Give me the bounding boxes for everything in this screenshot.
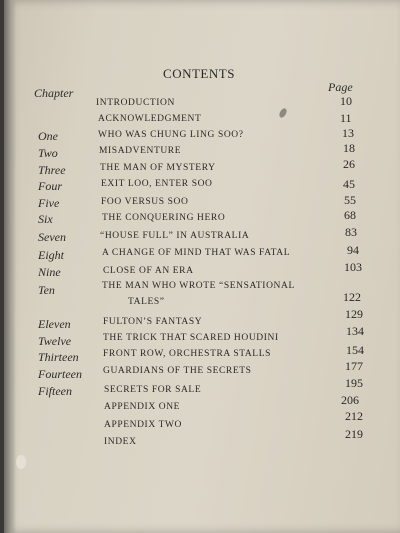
- toc-entry-page: 206: [341, 393, 359, 407]
- toc-entry-page: 129: [345, 307, 363, 321]
- toc-entry-text: FULTON’S FANTASY: [103, 317, 203, 327]
- toc-entry-page: 103: [344, 260, 362, 274]
- toc-chapter-number: Six: [38, 212, 53, 226]
- toc-entry-page: 68: [344, 208, 356, 222]
- toc-chapter-number: Three: [38, 163, 66, 177]
- book-page: [4, 0, 400, 533]
- toc-entry-text-continued: TALES”: [128, 297, 165, 307]
- toc-chapter-number: Eight: [38, 248, 64, 262]
- toc-entry-page: 154: [346, 343, 364, 357]
- paper-spot: [16, 455, 26, 469]
- toc-chapter-number: Twelve: [38, 334, 72, 348]
- toc-entry-page: 195: [345, 376, 363, 390]
- toc-entry-text: THE MAN OF MYSTERY: [100, 163, 216, 173]
- toc-entry-page: 122: [343, 290, 361, 304]
- toc-entry-text: INDEX: [104, 437, 137, 447]
- toc-entry-page: 212: [345, 409, 363, 423]
- page-column-header: Page: [328, 80, 353, 94]
- toc-entry-page: 13: [342, 126, 354, 140]
- toc-entry-page: 18: [343, 141, 355, 155]
- toc-entry-page: 177: [345, 359, 363, 373]
- toc-entry-page: 83: [345, 225, 357, 239]
- toc-entry-text: APPENDIX ONE: [104, 402, 181, 412]
- contents-title: CONTENTS: [163, 66, 235, 81]
- toc-entry-page: 94: [347, 243, 359, 257]
- toc-entry-text: “HOUSE FULL” IN AUSTRALIA: [100, 231, 250, 241]
- toc-chapter-number: Fourteen: [38, 367, 82, 381]
- toc-chapter-number: Seven: [38, 230, 66, 244]
- toc-entry-page: 219: [345, 427, 363, 441]
- toc-chapter-number: One: [38, 129, 58, 143]
- toc-entry-text: CLOSE OF AN ERA: [103, 266, 194, 276]
- toc-chapter-number: Two: [38, 146, 58, 160]
- toc-entry-text: SECRETS FOR SALE: [104, 385, 202, 395]
- toc-entry-text: FOO VERSUS SOO: [101, 197, 189, 207]
- toc-entry-text: ACKNOWLEDGMENT: [98, 114, 202, 124]
- toc-entry-page: 55: [344, 193, 356, 207]
- toc-chapter-number: Ten: [38, 283, 55, 297]
- toc-entry-page: 10: [340, 94, 352, 108]
- chapter-column-header: Chapter: [34, 86, 74, 100]
- toc-entry-text: WHO WAS CHUNG LING SOO?: [98, 130, 244, 140]
- book-spine-shadow: [4, 0, 16, 533]
- toc-entry-page: 11: [340, 111, 352, 125]
- toc-entry-text: THE MAN WHO WROTE “SENSATIONAL: [102, 281, 295, 291]
- toc-entry-text: A CHANGE OF MIND THAT WAS FATAL: [102, 248, 291, 258]
- toc-chapter-number: Fifteen: [38, 384, 72, 398]
- toc-entry-page: 26: [343, 157, 355, 171]
- toc-chapter-number: Four: [38, 179, 62, 193]
- ink-smudge: [278, 107, 288, 119]
- toc-entry-text: GUARDIANS OF THE SECRETS: [103, 366, 252, 376]
- toc-entry-text: THE CONQUERING HERO: [102, 213, 226, 223]
- toc-entry-text: APPENDIX TWO: [104, 420, 183, 430]
- toc-entry-page: 45: [343, 177, 355, 191]
- toc-entry-page: 134: [346, 324, 364, 338]
- toc-chapter-number: Thirteen: [38, 350, 79, 364]
- toc-chapter-number: Five: [38, 196, 60, 210]
- toc-entry-text: EXIT LOO, ENTER SOO: [101, 179, 213, 189]
- toc-entry-text: INTRODUCTION: [96, 98, 175, 108]
- toc-chapter-number: Nine: [38, 265, 61, 279]
- toc-entry-text: FRONT ROW, ORCHESTRA STALLS: [103, 349, 271, 359]
- toc-chapter-number: Eleven: [38, 317, 71, 331]
- toc-entry-text: MISADVENTURE: [99, 146, 182, 156]
- toc-entry-text: THE TRICK THAT SCARED HOUDINI: [103, 333, 279, 343]
